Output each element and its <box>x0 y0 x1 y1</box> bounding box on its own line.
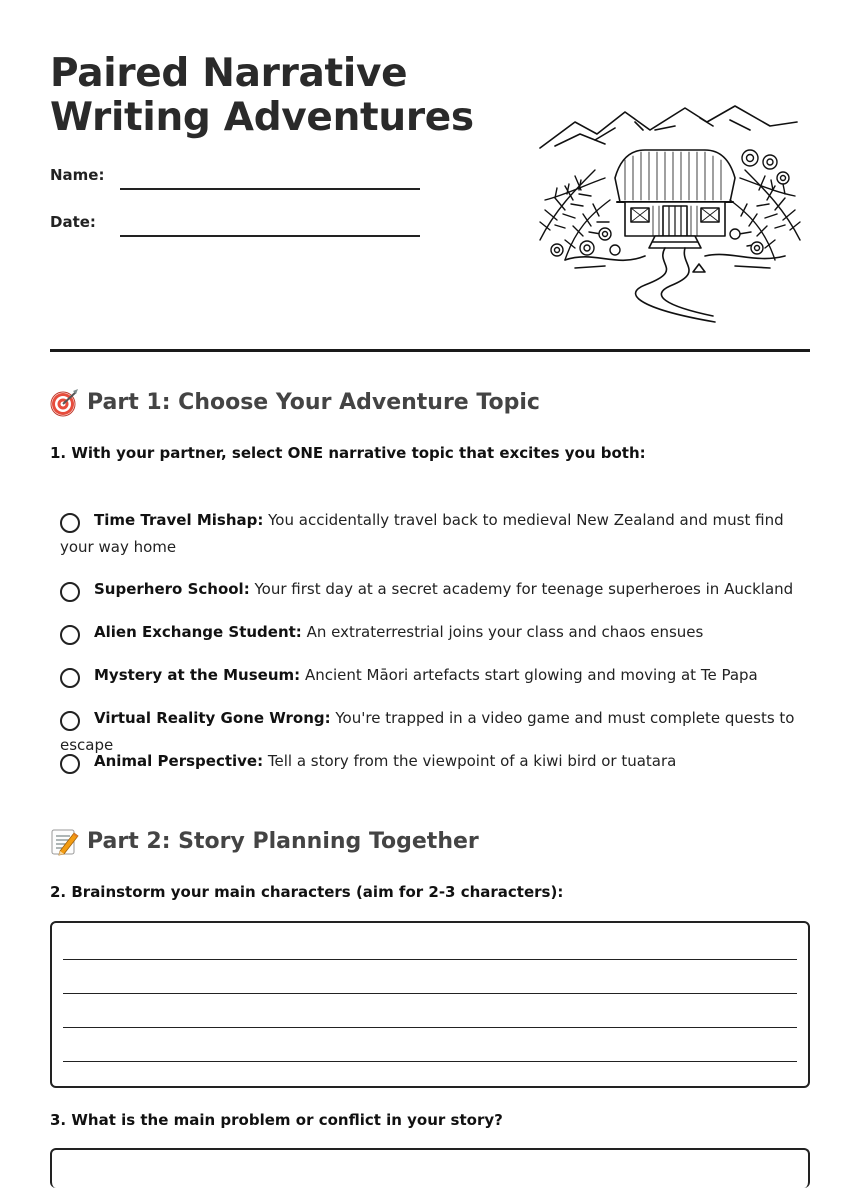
title-line-1: Paired Narrative <box>50 51 408 96</box>
thatched-hut-illustration <box>535 100 805 328</box>
name-line[interactable] <box>120 188 420 190</box>
topic-option[interactable] <box>60 576 805 603</box>
conflict-answer-box[interactable] <box>50 1148 810 1188</box>
radio-button[interactable] <box>60 513 80 533</box>
radio-button[interactable] <box>60 668 80 688</box>
part1-heading-text: Part 1: Choose Your Adventure Topic <box>87 390 540 415</box>
topic-option[interactable] <box>60 748 805 775</box>
option-title: Time Travel Mishap: <box>94 511 264 529</box>
option-description: An extraterrestrial joins your class and chaos ensues <box>306 623 704 641</box>
topic-option[interactable] <box>60 662 805 689</box>
option-title: Alien Exchange Student: <box>94 623 302 641</box>
option-title: Mystery at the Museum: <box>94 666 301 684</box>
question-3: 3. What is the main problem or conflict in your story? <box>50 1111 503 1129</box>
option-description: You accidentally travel back to medieval New Zealand and must find your way home <box>60 511 784 556</box>
question-1: 1. With your partner, select ONE narrative topic that excites you both: <box>50 444 646 462</box>
topic-option[interactable] <box>60 619 805 646</box>
option-title: Animal Perspective: <box>94 752 264 770</box>
writing-line <box>63 1027 797 1028</box>
option-title: Superhero School: <box>94 580 250 598</box>
part1-heading <box>50 388 540 417</box>
name-field[interactable] <box>50 166 420 190</box>
date-field[interactable] <box>50 213 420 237</box>
option-description: Your first day at a secret academy for teenage superheroes in Auckland <box>254 580 794 598</box>
writing-line <box>63 993 797 994</box>
option-description: You're trapped in a video game and must complete quests to escape <box>60 709 795 754</box>
date-label: Date: <box>50 213 96 231</box>
radio-button[interactable] <box>60 625 80 645</box>
date-line[interactable] <box>120 235 420 237</box>
worksheet-title <box>50 52 490 140</box>
radio-button[interactable] <box>60 754 80 774</box>
radio-button[interactable] <box>60 711 80 731</box>
name-label: Name: <box>50 166 105 184</box>
memo-pencil-icon <box>50 827 79 856</box>
header-divider <box>50 349 810 352</box>
radio-button[interactable] <box>60 582 80 602</box>
part2-heading-text: Part 2: Story Planning Together <box>87 829 479 854</box>
dart-target-icon <box>50 388 79 417</box>
option-description: Ancient Māori artefacts start glowing and moving at Te Papa <box>304 666 758 684</box>
part2-heading <box>50 827 479 856</box>
option-description: Tell a story from the viewpoint of a kiwi bird or tuatara <box>267 752 677 770</box>
writing-line <box>63 1061 797 1062</box>
question-2: 2. Brainstorm your main characters (aim for 2-3 characters): <box>50 883 564 901</box>
option-title: Virtual Reality Gone Wrong: <box>94 709 331 727</box>
title-line-2: Writing Adventures <box>50 95 474 140</box>
characters-answer-box[interactable] <box>50 921 810 1088</box>
topic-option[interactable] <box>60 507 805 561</box>
writing-line <box>63 959 797 960</box>
